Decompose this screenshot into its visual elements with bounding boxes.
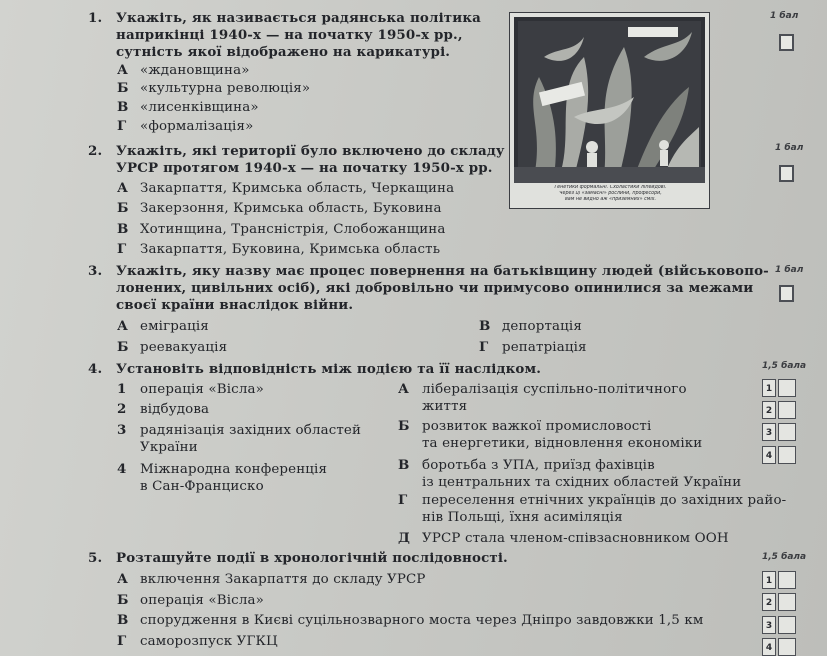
- q4-right-e-letter: Д: [398, 530, 411, 546]
- q1-score: 1 бал: [770, 11, 799, 21]
- q5-option-a-letter: А: [117, 571, 129, 587]
- q3-option-a-letter: А: [117, 318, 129, 334]
- q5-grid-row-4-box[interactable]: [778, 638, 796, 656]
- q4-score: 1,5 бала: [762, 361, 807, 371]
- q2-line-2: УРСР протягом 1940-х — на початку 1950-х рр.: [116, 160, 493, 176]
- q1-option-c-text: «лисенківщина»: [140, 100, 259, 115]
- q2-number: 2.: [88, 143, 103, 159]
- q4-right-c-text-2: із центральних та східних областей України: [422, 475, 742, 490]
- q4-grid-row-1-box[interactable]: [778, 379, 796, 397]
- caricature-caption-line-3: вам не видно аж «приземних» сміх.: [564, 197, 657, 202]
- q5-number: 5.: [88, 550, 103, 566]
- q1-line-1: Укажіть, як називається радянська політика: [116, 10, 481, 26]
- q5-grid-row-4-number: 4: [762, 638, 776, 656]
- q1-option-b-letter: Б: [117, 80, 129, 96]
- q5-score: 1,5 бала: [762, 552, 807, 562]
- q4-number: 4.: [88, 361, 103, 377]
- caricature-drawing: [514, 17, 705, 183]
- q3-option-c-text: депортація: [502, 319, 582, 334]
- q1-line-3: сутність якої відображено на карикатурі.: [116, 44, 451, 60]
- q1-number: 1.: [88, 10, 103, 26]
- q4-grid-row-2-box[interactable]: [778, 401, 796, 419]
- q1-option-a-letter: А: [117, 62, 129, 78]
- q5-option-c-text: спорудження в Києві суцільнозварного моста через Дніпро завдовжки 1,5 км: [140, 613, 704, 628]
- caricature-caption-line-1: Генетики формальні. Схоластики ліпейдові.: [554, 185, 667, 190]
- q5-grid-row-2-number: 2: [762, 593, 776, 611]
- q4-left-3-text-2: України: [140, 440, 198, 455]
- q4-grid-row-3-number: 3: [762, 423, 776, 441]
- q4-right-a-letter: А: [398, 381, 410, 397]
- caricature-caption-line-2: Через ці «замасні» рослини, професори,: [559, 191, 662, 196]
- q2-option-a-text: Закарпаття, Кримська область, Черкащина: [140, 181, 455, 196]
- q4-right-a-text-2: життя: [422, 399, 468, 414]
- q4-left-2-text: відбудова: [140, 402, 210, 417]
- q4-left-1-number: 1: [117, 381, 127, 397]
- q4-left-3-text-1: радянізація західних областей: [140, 423, 362, 438]
- q3-option-b-letter: Б: [117, 339, 129, 355]
- q2-option-d-letter: Г: [117, 241, 127, 257]
- q3-option-d-letter: Г: [479, 339, 489, 355]
- q1-line-2: наприкінці 1940-х — на початку 1950-х рр.,: [116, 27, 463, 43]
- q1-option-d-letter: Г: [117, 118, 127, 134]
- q3-option-c-letter: В: [479, 318, 491, 334]
- q4-right-a-text-1: лібералізація суспільно-політичного: [422, 382, 687, 397]
- q3-number: 3.: [88, 263, 103, 279]
- q2-option-b-letter: Б: [117, 200, 129, 216]
- q5-grid-row-1-number: 1: [762, 571, 776, 589]
- q4-grid-row-4-number: 4: [762, 446, 776, 464]
- q4-left-3-number: 3: [117, 422, 127, 438]
- q4-right-d-text-1: переселення етнічних українців до західних райо-: [422, 493, 787, 508]
- q4-left-2-number: 2: [117, 401, 127, 417]
- q4-right-b-text-2: та енергетики, відновлення економіки: [422, 436, 703, 451]
- q4-right-e-text: УРСР стала членом-співзасновником ООН: [422, 531, 729, 546]
- q1-option-d-text: «формалізація»: [140, 119, 254, 134]
- q5-grid-row-1-box[interactable]: [778, 571, 796, 589]
- q4-right-c-letter: В: [398, 457, 410, 473]
- q5-option-b-letter: Б: [117, 592, 129, 608]
- q2-option-c-text: Хотинщина, Транснiстрія, Слобожанщина: [140, 222, 446, 237]
- q2-option-d-text: Закарпаття, Буковина, Кримська область: [140, 242, 441, 257]
- q4-grid-row-2-number: 2: [762, 401, 776, 419]
- q3-line-1: Укажіть, яку назву має процес повернення на батьківщину людей (військовопо-: [116, 263, 769, 279]
- q2-option-b-text: Закерзоння, Кримська область, Буковина: [140, 201, 442, 216]
- q4-left-4-text-1: Міжнародна конференція: [140, 462, 328, 477]
- q5-option-b-text: операція «Вісла»: [140, 593, 264, 608]
- q1-option-a-text: «ждановщина»: [140, 63, 250, 78]
- q4-grid-row-4-box[interactable]: [778, 446, 796, 464]
- q3-answer-box[interactable]: [779, 285, 794, 302]
- q4-right-c-text-1: боротьба з УПА, приїзд фахівців: [422, 458, 655, 473]
- q4-grid-row-1-number: 1: [762, 379, 776, 397]
- q3-score: 1 бал: [775, 265, 804, 275]
- q5-grid-row-3-box[interactable]: [778, 616, 796, 634]
- q4-left-1-text: операція «Вісла»: [140, 382, 264, 397]
- q4-prompt: Установіть відповідність між подією та її наслідком.: [116, 361, 542, 377]
- q3-option-a-text: еміграція: [140, 319, 209, 334]
- caricature-image: [509, 12, 710, 209]
- q5-prompt: Розташуйте події в хронологічній послідовності.: [116, 550, 508, 566]
- q5-option-c-letter: В: [117, 612, 129, 628]
- q1-answer-box[interactable]: [779, 34, 794, 51]
- q3-line-3: своєї країни внаслідок війни.: [116, 297, 354, 313]
- q2-option-a-letter: А: [117, 180, 129, 196]
- q4-right-b-text-1: розвиток важкої промисловості: [422, 419, 652, 434]
- q3-option-d-text: репатріація: [502, 340, 587, 355]
- q4-left-4-number: 4: [117, 461, 127, 477]
- q3-line-2: лонених, цивільних осіб), які добровільно чи примусово опинилися за межами: [116, 280, 754, 296]
- q4-right-b-letter: Б: [398, 418, 410, 434]
- q1-option-c-letter: В: [117, 99, 129, 115]
- q5-option-a-text: включення Закарпаття до складу УРСР: [140, 572, 426, 587]
- q2-line-1: Укажіть, які території було включено до складу: [116, 143, 505, 159]
- q3-option-b-text: реевакуація: [140, 340, 228, 355]
- q5-option-d-letter: Г: [117, 633, 127, 649]
- q4-grid-row-3-box[interactable]: [778, 423, 796, 441]
- q4-right-d-text-2: нів Польщі, їхня асиміляція: [422, 510, 623, 525]
- q4-left-4-text-2: в Сан-Франциско: [140, 479, 264, 494]
- q5-grid-row-2-box[interactable]: [778, 593, 796, 611]
- q1-option-b-text: «культурна революція»: [140, 81, 311, 96]
- q2-option-c-letter: В: [117, 221, 129, 237]
- q5-option-d-text: саморозпуск УГКЦ: [140, 634, 278, 649]
- q2-score: 1 бал: [775, 143, 804, 153]
- q5-grid-row-3-number: 3: [762, 616, 776, 634]
- q4-right-d-letter: Г: [398, 492, 408, 508]
- q2-answer-box[interactable]: [779, 165, 794, 182]
